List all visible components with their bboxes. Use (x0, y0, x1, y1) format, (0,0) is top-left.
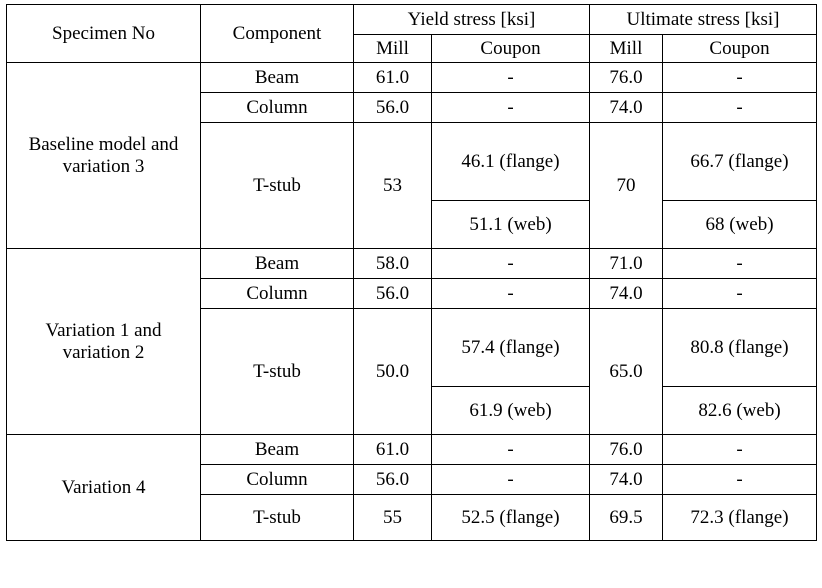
cell-ultimate-coupon-flange: 66.7 (flange) (663, 123, 817, 201)
cell-ultimate-coupon-web: 68 (web) (663, 201, 817, 249)
cell-yield-mill: 58.0 (354, 249, 432, 279)
cell-yield-mill: 56.0 (354, 93, 432, 123)
cell-component: Beam (201, 435, 354, 465)
cell-ultimate-mill: 76.0 (590, 63, 663, 93)
cell-ultimate-coupon: - (663, 93, 817, 123)
table-row (7, 435, 817, 465)
cell-yield-coupon-web: 51.1 (web) (432, 201, 590, 249)
cell-yield-mill: 53 (354, 123, 432, 249)
cell-yield-mill: 50.0 (354, 309, 432, 435)
cell-ultimate-mill: 71.0 (590, 249, 663, 279)
cell-yield-coupon: - (432, 279, 590, 309)
cell-component: T-stub (201, 123, 354, 249)
header-ultimate-mill: Mill (590, 35, 663, 63)
cell-ultimate-mill: 70 (590, 123, 663, 249)
cell-yield-coupon-flange: 57.4 (flange) (432, 309, 590, 387)
document-sheet (0, 4, 822, 588)
table-row (7, 63, 817, 93)
cell-yield-coupon: - (432, 465, 590, 495)
cell-yield-mill: 56.0 (354, 279, 432, 309)
cell-ultimate-coupon: - (663, 249, 817, 279)
cell-component: Column (201, 93, 354, 123)
group-label-variation-4: Variation 4 (7, 435, 201, 541)
cell-yield-mill: 61.0 (354, 63, 432, 93)
cell-ultimate-mill: 74.0 (590, 279, 663, 309)
table-body (7, 63, 817, 541)
cell-ultimate-coupon: - (663, 435, 817, 465)
header-ultimate-stress: Ultimate stress [ksi] (590, 5, 817, 35)
cell-ultimate-mill: 74.0 (590, 465, 663, 495)
cell-yield-coupon: - (432, 435, 590, 465)
cell-yield-coupon: - (432, 249, 590, 279)
cell-yield-coupon-web: 61.9 (web) (432, 387, 590, 435)
group-label-variation-1-2: Variation 1 and variation 2 (7, 249, 201, 435)
cell-component: Column (201, 279, 354, 309)
cell-ultimate-mill: 65.0 (590, 309, 663, 435)
cell-ultimate-coupon: 72.3 (flange) (663, 495, 817, 541)
cell-component: T-stub (201, 495, 354, 541)
table-row (7, 249, 817, 279)
cell-component: Beam (201, 63, 354, 93)
cell-ultimate-mill: 69.5 (590, 495, 663, 541)
header-yield-stress: Yield stress [ksi] (354, 5, 590, 35)
cell-yield-mill: 56.0 (354, 465, 432, 495)
cell-yield-mill: 61.0 (354, 435, 432, 465)
cell-ultimate-coupon: - (663, 63, 817, 93)
header-ultimate-coupon: Coupon (663, 35, 817, 63)
table-header (7, 5, 817, 63)
cell-ultimate-mill: 76.0 (590, 435, 663, 465)
cell-ultimate-mill: 74.0 (590, 93, 663, 123)
cell-yield-coupon: - (432, 63, 590, 93)
cell-yield-coupon-flange: 46.1 (flange) (432, 123, 590, 201)
cell-yield-coupon: 52.5 (flange) (432, 495, 590, 541)
cell-component: Column (201, 465, 354, 495)
cell-ultimate-coupon: - (663, 465, 817, 495)
cell-yield-coupon: - (432, 93, 590, 123)
cell-component: Beam (201, 249, 354, 279)
cell-ultimate-coupon: - (663, 279, 817, 309)
header-row-1 (7, 5, 817, 35)
header-yield-mill: Mill (354, 35, 432, 63)
cell-ultimate-coupon-web: 82.6 (web) (663, 387, 817, 435)
cell-component: T-stub (201, 309, 354, 435)
cell-yield-mill: 55 (354, 495, 432, 541)
header-yield-coupon: Coupon (432, 35, 590, 63)
header-component: Component (201, 5, 354, 63)
group-label-baseline: Baseline model and variation 3 (7, 63, 201, 249)
header-specimen-no: Specimen No (7, 5, 201, 63)
cell-ultimate-coupon-flange: 80.8 (flange) (663, 309, 817, 387)
material-properties-table (6, 4, 817, 541)
